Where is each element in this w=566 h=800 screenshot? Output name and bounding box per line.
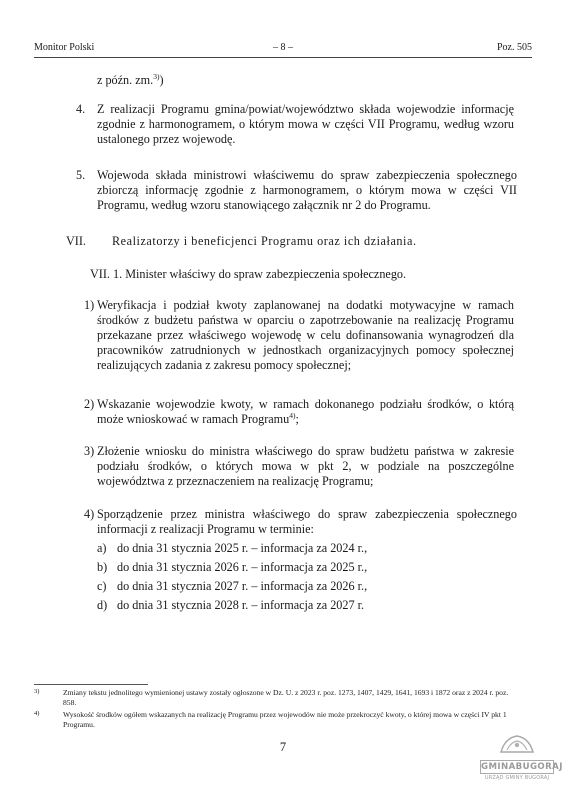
list-item-3-number: 3) [84, 444, 95, 458]
header-divider [34, 57, 532, 58]
header-position: Poz. 505 [497, 42, 532, 53]
sublist-item-c-letter: c) [97, 579, 107, 593]
list-item-2-text: Wskazanie wojewodzie kwoty, w ramach dokonanego podziału środków, o którą może wnioskować w ramach Programu$^{4)}$; [97, 397, 514, 426]
item-4-number: 4. [76, 102, 86, 116]
footnote-3-text: Zmiany tekstu jednolitego wymienionej ustawy zostały ogłoszone w Dz. U. z 2023 r. poz. 1273, 1407, 1429, 1641, 1693 i 1872 oraz z 2024 r. poz. 858. [63, 688, 509, 707]
footnote-4-number: 4) [34, 710, 40, 717]
crest-icon [497, 732, 537, 754]
footnote-ref-4[interactable]: 4) [289, 410, 296, 420]
list-item-3-text: Złożenie wniosku do ministra właściwego do spraw budżetu państwa w zakresie podziału środków, o których mowa w pkt 2, w podziale na poszczególne województwa z przeznaczeniem na realizację Programu; [97, 444, 514, 488]
municipality-stamp [480, 732, 563, 788]
item-5-number: 5. [76, 168, 86, 182]
list-item-4-number: 4) [84, 507, 95, 521]
sublist-item-a-letter: a) [97, 541, 107, 555]
footnote-4-text: Wysokość środków ogółem wskazanych na realizację Programu przez wojewodów nie może przekroczyć kwoty, o której mowa w części IV pkt 1 Programu. [63, 710, 507, 729]
list-item-1-number: 1) [84, 298, 95, 312]
stamp-subtitle: URZĄD GMINY BUGORAJ [484, 775, 550, 781]
sublist-item-b-letter: b) [97, 560, 108, 574]
list-item-1-text: Weryfikacja i podział kwoty zaplanowanej na dodatki motywacyjne w ramach środków z budżetu państwa w oparciu o zapotrzebowanie na realizację Programu przekazane przez właściwego wojewodę w celu dofinansowania wynagrodzeń dla pracowników zatrudnionych w jednostkach organizacyjnych pomocy społecznej realizujących zadania z zakresu pomocy społecznej; [97, 298, 514, 372]
section-number: VII. [66, 234, 86, 248]
subsection-heading: VII. 1. Minister właściwy do spraw zabezpieczenia społecznego. [90, 267, 407, 281]
header-page-marker: – 8 – [273, 42, 293, 53]
footnote-ref-3[interactable]: 3) [153, 71, 160, 81]
section-title: Realizatorzy i beneficjenci Programu oraz ich działania. [112, 234, 417, 248]
sublist-item-c-text: do dnia 31 stycznia 2027 r. – informacja za 2026 r., [117, 579, 368, 593]
footnote-3-number: 3) [34, 688, 40, 695]
continuation-line: z późn. zm.$^{3)}$) [97, 71, 164, 87]
stamp-name: GMINABUGORAJ [481, 762, 563, 772]
list-item-4-text: Sporządzenie przez ministra właściwego do spraw zabezpieczenia społecznego informacji z realizacji Programu w terminie: [97, 507, 517, 536]
page-number: 7 [279, 740, 287, 754]
sublist-item-d-text: do dnia 31 stycznia 2028 r. – informacja za 2027 r. [117, 598, 365, 612]
sublist-item-d-letter: d) [97, 598, 108, 612]
list-item-2-number: 2) [84, 397, 95, 411]
sublist-item-a-text: do dnia 31 stycznia 2025 r. – informacja za 2024 r., [117, 541, 368, 555]
sublist-item-b-text: do dnia 31 stycznia 2026 r. – informacja za 2025 r., [117, 560, 368, 574]
item-4-text: Z realizacji Programu gmina/powiat/województwo składa wojewodzie informację zgodnie z harmonogramem, o którym mowa w części VII Programu, według wzoru ustalonego przez wojewodę. [97, 102, 514, 146]
item-5-text: Wojewoda składa ministrowi właściwemu do spraw zabezpieczenia społecznego zbiorczą informację zgodnie z harmonogramem, o którym mowa w części VII Programu, według wzoru stanowiącego załącznik nr 2 do Programu. [97, 168, 517, 212]
header-publication: Monitor Polski [34, 42, 95, 53]
footnote-divider [34, 684, 148, 685]
